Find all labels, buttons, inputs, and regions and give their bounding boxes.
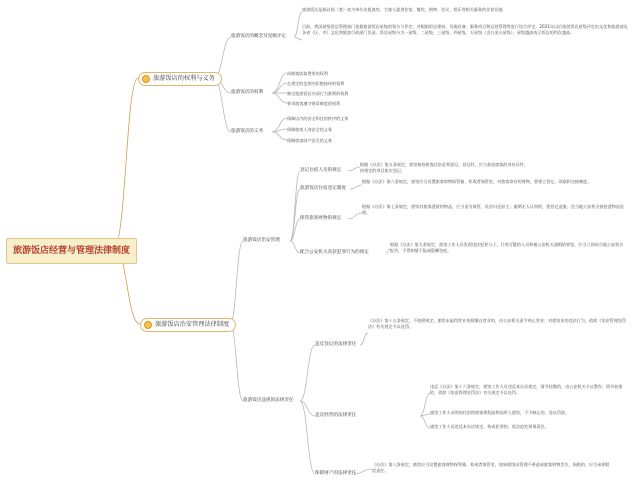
connector-line — [348, 213, 362, 219]
connector-line — [348, 167, 360, 171]
subtopic[interactable]: 旅游饭店住宿登记制度 — [300, 186, 346, 191]
connector-line — [272, 132, 287, 140]
connector-line — [272, 129, 287, 132]
subtopic[interactable]: 违反经营的法律责任 — [315, 413, 357, 418]
leaf-item: 旅馆工作人员明知住宿的旅客将危险物品带入旅馆，不予制止的，处以罚款。 — [430, 410, 570, 415]
connector-line — [360, 333, 368, 345]
topic-hotel-rights[interactable] — [231, 90, 263, 96]
connector-line — [294, 12, 302, 37]
topic-violation-liability[interactable] — [243, 398, 294, 404]
connector-line — [272, 93, 287, 103]
section-label: 旅游饭店治安管理法律制度 — [155, 321, 230, 328]
section-label: 旅游饭店的权利与义务 — [153, 75, 215, 82]
topic-security-management[interactable] — [243, 238, 280, 244]
leaf-item: 《办法》第十五条规定，不按照规定，旅馆未取得营业执照擅自营业的，由公安机关责令停止营业；对旅馆业的违法行为，依照《治安管理处罚法》有关规定予以处罚。 — [368, 318, 626, 329]
topic-label: 旅游饭店治安管理 — [243, 238, 280, 243]
connector-line — [272, 73, 287, 93]
connector-line — [290, 189, 300, 241]
subtopic[interactable]: 配合公安机关查获犯罪行为的规定 — [300, 250, 369, 255]
subtopic[interactable]: 登记住宿人员的规定 — [300, 168, 342, 173]
leaf-item: 根据《办法》第五条规定，旅馆接待旅客住宿必须登记。登记时，应当查验旅客的身份证件，按规定的项目如实登记。 — [360, 162, 528, 173]
leaf-item: 目前，我国星级饭店管理部门依据旅游饭店星级的划分与评定，并根据饭店建筑、设施设备、服务项目和运营管理等进行综合评定。2021年以后旅游饭店星级评定由文化和旅游部及各省（区、市）文化和旅游行政部门负责。饭店星级分为一星级、二星级、三星级、四星级、五星级（含白金五星级），星级越高表示饭店的档次越高。 — [302, 24, 628, 35]
leaf-item: 旅游饭店是指以间（套）夜为单位出租客房，为客人提供住宿、餐饮、购物、会议、娱乐等相关服务的住宿设施 — [302, 7, 503, 12]
topic-label: 旅游饭店的义务 — [231, 129, 264, 134]
leaf-item: 违反《办法》第十六条规定，旅馆工作人员违反本办法规定，情节轻微的，由公安机关予以警告；情节较重的，依照《治安管理处罚法》有关规定予以处罚。 — [430, 384, 623, 395]
bullet-icon — [142, 75, 150, 83]
leaf-item: 保障店内的安全和住宿秩序的义务 — [287, 116, 349, 121]
connector-line — [294, 37, 302, 40]
topic-label: 旅游饭店的权利 — [231, 90, 264, 95]
topic-hotel-concept[interactable] — [231, 34, 286, 40]
leaf-item: 要求旅客遵守规章制度的权利 — [287, 101, 341, 106]
connector-line — [290, 241, 300, 253]
leaf-item: 根据《办法》第七条规定，旅馆对旅客遗留的物品，应当妥为保管，设法归还原主；逾期无人认领的，要登记造册，送当地公安机关按拾遗物品处理。 — [362, 204, 624, 215]
topic-label: 旅游饭店违规的法律责任 — [243, 398, 294, 403]
leaf-item: 保障旅客人身安全的义务 — [287, 127, 333, 132]
leaf-item: 保障旅客财产安全的义务 — [287, 138, 333, 143]
subtopic[interactable]: 保障财产的法律责任 — [315, 471, 357, 476]
connector-line — [272, 83, 287, 93]
connector-line — [230, 241, 243, 324]
connector-line — [420, 393, 430, 416]
topic-hotel-duties[interactable] — [231, 129, 263, 135]
connector-line — [114, 78, 138, 247]
leaf-item: 向顾客收取费用的权利 — [287, 71, 328, 76]
section-hotel-rights-duties[interactable] — [138, 72, 222, 86]
connector-line — [350, 185, 362, 189]
connector-line — [230, 324, 243, 401]
leaf-item: 旅馆工作人员违反本办法规定，构成犯罪的，依法追究刑事责任。 — [430, 424, 549, 429]
leaf-item: 制定旅游饭店内部行为准则的权利 — [287, 91, 349, 96]
connector-line — [272, 118, 287, 132]
root-topic[interactable] — [6, 238, 137, 264]
connector-line — [300, 401, 315, 474]
bullet-icon — [144, 321, 152, 329]
subtopic[interactable]: 违反登记的法律责任 — [315, 342, 357, 347]
connector-line — [354, 469, 372, 474]
connector-line — [420, 416, 430, 428]
leaf-item: 在规定的范围内拒绝接待的权利 — [287, 81, 345, 86]
leaf-item: 根据《办法》第六条规定，旅馆应当设置旅客财物保管箱、柜或者保管室，对旅客寄存的财物，要建立登记、领取和交接制度。 — [362, 179, 592, 184]
section-security-law[interactable] — [140, 318, 236, 332]
root-title: 旅游饭店经营与管理法律制度 — [13, 246, 131, 256]
topic-label: 旅游饭店的概念及星级评定 — [231, 34, 287, 39]
subtopic[interactable]: 保管旅客财物的规定 — [300, 216, 342, 221]
leaf-item: 《办法》第八条规定，旅馆应当设置旅客财物保管箱、柜或者保管室，如果旅馆因管理不善造成旅客财物丢失、损毁的，应当承担赔偿责任。 — [372, 462, 610, 473]
leaf-item: 根据《办法》第九条规定，旅馆工作人员发现违法犯罪分子，行迹可疑的人员和被公安机关通缉的罪犯，应当立即向当地公安机关报告，不得知情不报或隐瞒包庇。 — [390, 242, 624, 253]
connector-line — [300, 345, 315, 401]
